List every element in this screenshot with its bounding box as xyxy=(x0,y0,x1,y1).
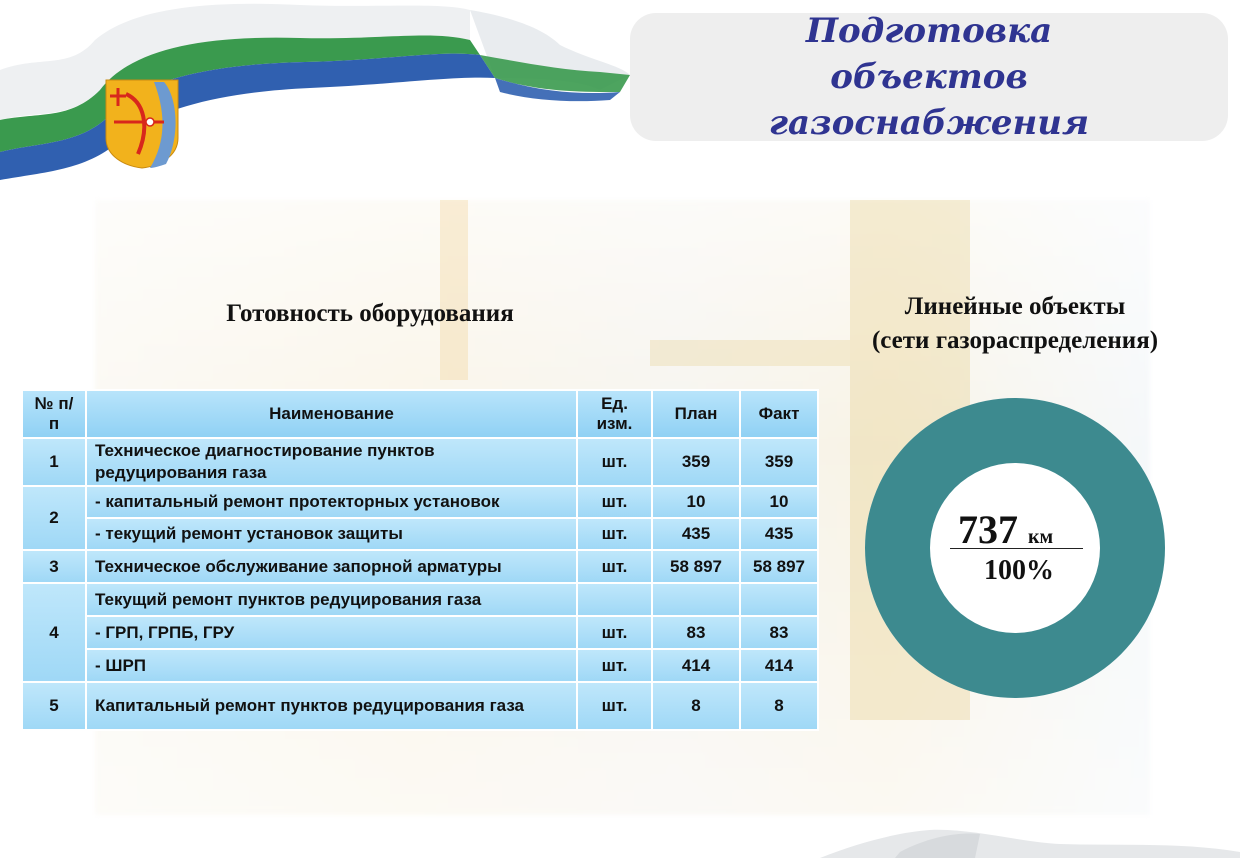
row-plan: 8 xyxy=(652,682,740,730)
col-header-unit: Ед. изм. xyxy=(577,390,652,438)
row-fact: 10 xyxy=(740,486,818,518)
table-row xyxy=(22,518,818,550)
row-unit: шт. xyxy=(577,682,652,730)
row-unit: шт. xyxy=(577,550,652,583)
col-header-fact: Факт xyxy=(740,390,818,438)
row-fact: 8 xyxy=(740,682,818,730)
row-name: Техническое обслуживание запорной арматуры xyxy=(86,550,577,583)
title-banner xyxy=(630,13,1228,141)
linear-objects-heading xyxy=(840,290,1190,358)
flag-ribbon-bottom xyxy=(800,812,1240,858)
row-plan: 359 xyxy=(652,438,740,486)
length-unit: км xyxy=(1028,526,1054,548)
row-name: - ГРП, ГРПБ, ГРУ xyxy=(86,616,577,649)
row-plan: 10 xyxy=(652,486,740,518)
row-unit: шт. xyxy=(577,486,652,518)
row-name: Текущий ремонт пунктов редуцирования газа xyxy=(86,583,577,616)
page-title: Подготовка объектов газоснабжения xyxy=(768,11,1090,143)
background-pipe xyxy=(440,200,468,380)
row-num: 2 xyxy=(22,486,86,550)
length-readout xyxy=(958,506,1078,553)
row-num: 5 xyxy=(22,682,86,730)
row-plan: 414 xyxy=(652,649,740,682)
row-fact xyxy=(740,583,818,616)
table-row xyxy=(22,682,818,730)
table-row xyxy=(22,438,818,486)
row-num: 1 xyxy=(22,438,86,486)
row-unit: шт. xyxy=(577,616,652,649)
row-plan: 435 xyxy=(652,518,740,550)
row-name: Техническое диагностирование пунктов редуцирования газа xyxy=(86,438,577,486)
row-fact: 83 xyxy=(740,616,818,649)
row-fact: 414 xyxy=(740,649,818,682)
col-header-num: № п/п xyxy=(22,390,86,438)
row-num: 4 xyxy=(22,583,86,682)
row-name: - текущий ремонт установок защиты xyxy=(86,518,577,550)
row-num: 3 xyxy=(22,550,86,583)
row-plan: 58 897 xyxy=(652,550,740,583)
table-row xyxy=(22,550,818,583)
col-header-plan: План xyxy=(652,390,740,438)
row-fact: 58 897 xyxy=(740,550,818,583)
background-pipe xyxy=(650,340,850,366)
equipment-table xyxy=(21,389,819,731)
row-name: - капитальный ремонт протекторных установок xyxy=(86,486,577,518)
coat-of-arms-icon xyxy=(104,78,180,170)
row-unit: шт. xyxy=(577,518,652,550)
table-row xyxy=(22,616,818,649)
linear-objects-heading-line1: Линейные объекты xyxy=(904,293,1126,320)
row-unit xyxy=(577,583,652,616)
equipment-heading: Готовность оборудования xyxy=(226,300,514,327)
table-row xyxy=(22,583,818,616)
table-row xyxy=(22,649,818,682)
readout-divider xyxy=(950,548,1083,549)
row-unit: шт. xyxy=(577,649,652,682)
table-header-row xyxy=(22,390,818,438)
col-header-name: Наименование xyxy=(86,390,577,438)
row-fact: 435 xyxy=(740,518,818,550)
length-value: 737 xyxy=(958,507,1018,552)
row-name: Капитальный ремонт пунктов редуцирования газа xyxy=(86,682,577,730)
completion-percent: 100% xyxy=(984,555,1054,586)
flag-ribbon xyxy=(0,0,640,190)
row-unit: шт. xyxy=(577,438,652,486)
row-fact: 359 xyxy=(740,438,818,486)
linear-objects-heading-line2: (сети газораспределения) xyxy=(871,327,1159,354)
table-row xyxy=(22,486,818,518)
row-name: - ШРП xyxy=(86,649,577,682)
row-plan: 83 xyxy=(652,616,740,649)
row-plan xyxy=(652,583,740,616)
